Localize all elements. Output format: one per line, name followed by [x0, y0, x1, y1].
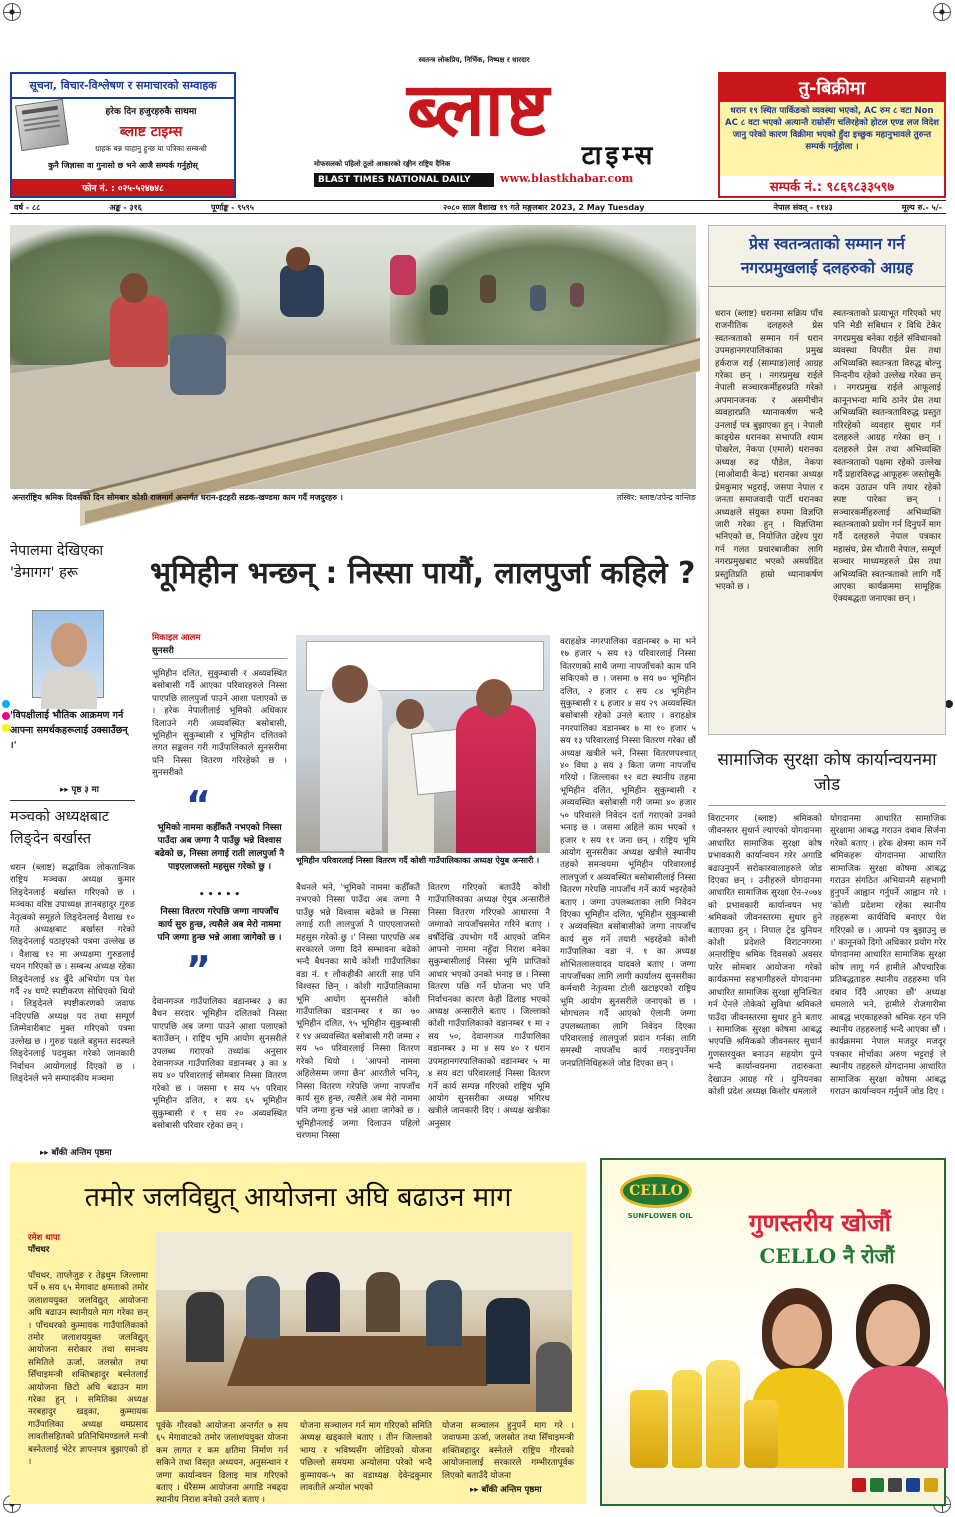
left-ad-line3: कुनै जिज्ञासा वा गुनासो छ भने आजै सम्पर्क गर्नुहोस्: [48, 161, 198, 170]
cello-icons-strip: [852, 1478, 942, 1494]
registration-mark-icon: [3, 3, 21, 21]
pullquote-1: भूमिको नाममा कहीँकतै नभएको निस्सा पाउँदा अब जग्गा नै पाउँछु भन्ने विश्वास बढेको छ, निस्सा लगाई राती लालपुर्जा नै पाइएलाजस्तो महसुस गरेको छु ।: [154, 823, 285, 872]
black-mark-icon: [945, 700, 953, 708]
masthead-title: ब्लाष्ट: [406, 67, 552, 153]
lead-story-headline: भूमिहीन भन्छन् : निस्सा पायौं, लालपुर्जा कहिले ?: [150, 556, 696, 591]
registration-mark-icon: [933, 3, 951, 21]
story2-body: धरान (ब्लाष्ट) सद्भाविक लोकतान्त्रिक राष्ट्रिय मञ्चका अध्यक्ष कुमार लिङ्देनलाई बर्खास्त गरिएको छ । मञ्चका वरिष्ठ उपाध्यक्ष ज्ञानबहादुर गुरुङ नेतृत्वको समूहले लिङ्देनलाई वैशाख १० गते अध्यक्षबाट बर्खास्त गरेको लिङ्देनलाई पठाइएको पत्रमा उल्लेख छ । वैशाख १२ मा अध्यक्षमा गुरुङलाई चयन गरिएको छ । सम्बन्ध अध्यक्ष रहेका लिङ्देनलाई ४४ बुँदे अभियोग पत्र पेश गर्दै २४ घण्टे स्पष्टीकरण सोधिएको थियो । लिङ्देनले स्पष्टीकरणको जवाफ नदिएपछि अध्यक्ष पद तथा सम्पूर्ण जिम्मेवारीबाट मुक्त गरिएको पत्रमा उल्लेख छ । गुरुङ पक्षले बहुमत सदस्यले लिङ्देनलाई पदमुक्त गरेको जानकारी निर्वाचन आयोगलाई दिएको छ । लिङ्देनले भने सम्पादकीय मञ्चमा: [10, 863, 135, 1084]
cello-bottles-image: [630, 1360, 780, 1470]
tamor-photo-meeting: [156, 1232, 572, 1412]
left-ad-line2: ग्राहक बन्न चाहानु हुन्छ या पत्रिका सम्बन्धी: [95, 144, 207, 153]
story2-headline: मञ्चको अध्यक्षबाट लिङ्देन बर्खास्त: [10, 809, 110, 847]
tamor-story-headline: तमोर जलविद्युत् आयोजना अघि बढाउन माग: [84, 1182, 512, 1213]
dateline-bar: [10, 200, 946, 214]
tamor-col3: योजना सञ्चालन गर्न माग गरिएको समिति अध्यक्ष खड्काले बताए । तीन जिल्लाको भाग्य र भविष्यसँग जोडिएको योजना पछिल्लो समयमा अन्योलमा परेको भन्दै कुम्मायक-५ का वडाध्यक्ष देवेन्द्रकुमार लावतीले अन्योल भएको: [300, 1421, 432, 1494]
demagog-headline: नेपालमा देखिएका 'डेमागग' हरू: [10, 543, 104, 581]
dateline-issue: अङ्क - ३१६: [109, 202, 142, 212]
cyan-mark-icon: [2, 700, 10, 708]
social-story-headline: सामाजिक सुरक्षा कोष कार्यान्वयनमा जोड: [717, 750, 937, 795]
tamor-byline-name: रमेश थापा: [28, 1233, 60, 1243]
left-header-ad: [10, 72, 236, 198]
left-divider: [10, 800, 135, 801]
demagog-page-ref: ▸▸ पृष्ठ ३ मा: [60, 785, 99, 795]
social-story-col2: योगदानमा आधारित सामाजिक सुरक्षामा आबद्ध गराउन दबाव सिर्जना गरेको बताए । हरेक क्षेत्रमा काम गर्ने श्रमिकहरू योगदानमा आधारित सामाजिक सुरक्षा कोषमा आबद्ध गराउन संगठित अभियानमै सहभागी हुनुपर्ने आह्वान गर्नुपर्ने आह्वान गरे । 'कोशी प्रदेशमा रहेका स्थानीय तहहरूमा कार्यविधि बनाएर पेश गरिएको छ । आफ्नो पत्र बुझाउनु छ ।' कानूनको दिगो अधिकार प्रयोग गरेर योगदानमा आधारित सामाजिक सुरक्षा कोष लागू गर्न हामीले औपचारिक प्रतिबद्धताहरु स्थानीय तहहरुमा पनि दबाव दिँदै आएका छौं' अध्यक्ष धमलाले भने, हामीले रोजगारीमा आबद्ध भएकाहरुको श्रमिक रहन पनि स्थानीय तहहरुलाई भन्दै आएका छौं । कार्यक्रममा नेपाल मजदुर मजदूर पत्रकार मोर्चाका अरुण भट्टराई ले स्थानीय तहहरुले योगदानमा आधारित सामाजिक सुरक्षा कोषमा आबद्ध गराउन कार्यान्वयन गर्नुपर्ने जोड दिए ।: [830, 814, 946, 1097]
dateline-era: नेपाल संवत् - ११४३: [773, 202, 833, 212]
left-ad-phone: फोन नं. : ०२५-५२४७४८: [12, 179, 234, 196]
lead-col4: वराहक्षेत्र नगरपालिका वडानम्बर ७ मा भने १७ हजार ५ सय १३ परिवारलाई निस्सा वितरणको साथै जग्गा नापजाँचको काम पनि सकिएको छ । जसमा ७ सय ७० भूमिहीन दलित, २ हजार ८ सय ८४ भूमिहीन सुकुम्बासी र ६ हजार ४ सय २९ अव्यवस्थित बसोबासी रहेको उनले बताए । वराहक्षेत्र नगरपालिका वडानम्बर ७ मा १० हजार ५ सय १३ परिवारलाई निस्सा वितरण गरेका छौं अध्यक्ष खत्रीले भने, निस्सा वितरणपश्चात् ४० विघा ३ सय ३ किता जग्गा नापजाँच गरियो । जिल्लाका १२ वटा स्थानीय तहमा भूमिहीन दलित, भूमिहीन सुकुम्बासी र अव्यवस्थित बसोबासी गरी जम्मा ४० हजार ५० परिवारले निवेदन दर्ता गराएको उनको भनाइ छ । जसमा अहिले काम भएको १ हजार १ सय ११ जना छन् । राष्ट्रिय भूमि आयोग सुनसरीका अध्यक्ष खत्रीले स्थानीय तहको समन्वयमा भूमिहीन परिवारलाई लालपुर्जा र अव्यवस्थित बसोबासीलाई निस्सा वितरण गरेपछि नापजाँच गर्ने कार्य भइरहेको बताए । जग्गा उपलब्धताका लागि निवेदन दिएका भूमिहीन दलित, भूमिहीन सुकुम्बासी र अव्यवस्थित बसोबासीको जग्गा नापजाँच कार्य सुरु गर्ने तयारी भइरहेको कोशी गाउँपालिका वडा नं. १ का अध्यक्ष शोभितलालयादव यादवले बताए । जग्गा नापजाँचका लागि लागी कार्यालय सुनसरीका कर्मचारी नेतृत्वमा टोली खटाइएको राष्ट्रिय भूमि आयोग सुनसरीले जनाएको छ । भोगचलन गर्दै आएको ऐलानी जग्गा उपलब्धताका लागि निवेदन दिएका परिवारलाई लालपुर्जा प्रदान गर्नका लागि समस्थी नापजाँच कार्य गराइनुपर्नेमा जनप्रतिनिधिहरूले जोड दिएका छन् ।: [560, 637, 696, 1069]
lead-photo-caption: भूमिहीन परिवारलाई निस्सा वितरण गर्दै कोशी गाउँपालिकाका अध्यक्ष ऐयुब अन्सारी ।: [296, 856, 540, 865]
pullquote-separator: • • • • •: [198, 890, 241, 900]
cello-models-image: [752, 1278, 948, 1468]
press-story-col2: स्वतन्त्रताको प्रत्याभूत गरिएको भए पनि मेडी सबिधान र विधि टेकेर नगरप्रमुख बनेका राईले संविधानको व्यवस्था विपरीत प्रेस तथा अभिव्यक्ति स्वतन्त्रता विरुद्ध बोल्नु निन्दनीय रहेको उल्लेख गरेका छन् । नगरप्रमुख राईले आफूलाई कानूनभन्दा माथि ठानेर प्रेस तथा अभिव्यक्ति स्वतन्त्रताविरुद्ध प्रस्तुत गरिरहेको व्यवहार सुधार गर्न दलहरुले आग्रह गरेका छन् । दलहरुले प्रेस तथा अभिव्यक्ति स्वतन्त्रताको पक्षमा रहेको उल्लेख गर्दै प्रहारविरुद्ध आफूहरू जस्तोसुकै कदम उठाउन पनि तयार रहेको स्पष्ट पारेका छन् । सञ्चारकर्मीहरुलाई अभिव्यक्ति स्वतन्त्रताको प्रयोग गर्न दिनुपर्ने माग गर्दै दलहरुले नेपाल पत्रकार महासंघ, प्रेस चौतारी नेपाल, सम्पूर्ण सञ्चार माध्यमहरुले प्रेस तथा अभिव्यक्ति स्वतन्त्रताको लागि गर्दै आएका कार्यक्रममा सामूहिक ऐक्यबद्धता जनाएका छन् ।: [833, 309, 941, 605]
dateline-full-issue: पूर्णाङ्क - ९५९५: [210, 202, 254, 212]
lead-col3: वितरण गरिएको बताउँदै कोशी गाउँपालिकाका अध्यक्ष ऐयुब अन्सारीले निस्सा वितरण गरिएको आधारमा नै जग्गाको नापजाँचसमेत गरिने बताए । वर्षौंदेखि उपभोग गर्दै आएको जमिन आफ्नो नाममा नहुँदा निराश बनेका सुकुम्बासीलाई निस्सा भूमि प्राप्तिको आधार भएको उनको भनाइ छ । निस्सा वितरण पछि गर्ने योजना भए पनि निर्वाचनका कारण केही ढिलाइ भएको अध्यक्ष अन्सारीले बताए । जिल्लाको कोशी गाउँपालिकाको वडानम्बर १ मा २ सय ५०, देवानगञ्ज गाउँपालिका वडानम्बर ३ मा ४ सय ४० र धरान उपमहानगरपालिकाको वडानम्बर ५ मा ४ सय वटा परिवारलाई निस्सा वितरण गर्ने कार्य सम्पन्न गरिएको राष्ट्रिय भूमि आयोग सुनसरीका अध्यक्ष भगिरथ खत्रीले जानकारी दिए । अध्यक्ष खत्रीका अनुसार: [428, 883, 550, 1129]
masthead-website: www.blastkhabar.com: [500, 172, 634, 185]
press-story-col1: धरान (ब्लाष्ट) धरानमा सक्रिय पाँच राजनीतिक दलहरुले प्रेस स्वतन्त्रताको सम्मान गर्न धरान उपमहानगरपालिकाका प्रमुख हर्कराज राई (साम्पाङ)लाई आग्रह गरेका छन् । नगरप्रमुख राईले नेपाली सञ्चारकर्मीहरुप्रति गरेको अपमानजनक र असमीचीन व्यवहारप्रति ध्यानाकर्षण भन्दै उनलाई पत्र बुझाएका हुन् । नेपाली काङ्ग्रेस धरानका सभापति श्याम पोखरेल, नेकपा (एमाले) धरानका अध्यक्ष रुद्र पौडेल, नेकपा (माओवादी केन्द्र) धरानका अध्यक्ष प्रेमकुमार भट्टराई, जसपा नेपाल र जनता समाजवादी पार्टी धरानका अध्यक्षले संयुक्त रुपमा विज्ञप्ति जारी गरेका हुन् । विज्ञप्तिमा भनिएको छ, नियोजित उद्देश्य पुरा गर्न गलत प्रचारबाजीका लागि नगरप्रमुखबाट भएको अमर्यादित प्रस्तुतिप्रति हाम्रो ध्यानाकर्षण भएको छ ।: [715, 309, 823, 592]
left-ad-line1: हरेक दिन हजुरहरुकै साथमा: [105, 107, 197, 117]
right-ad-title: तु-बिक्रीमा: [720, 74, 944, 102]
press-story-headline: प्रेस स्वतन्त्रताको सम्मान गर्न नगरप्रमुखलाई दलहरुको आग्रह: [709, 226, 945, 287]
demagog-quote: 'विपक्षीलाई भौतिक आक्रमण गर्न आफ्ना समर्थकहरूलाई उक्साउँछन् ।': [10, 710, 128, 751]
left-ad-brand: ब्लाष्ट टाइम्स: [119, 124, 183, 140]
press-story-box: [708, 225, 946, 735]
top-photo-credit: तस्विर: ब्लाष्ट/उपेन्द्र वान्तिङ: [616, 493, 696, 502]
right-ad-contact: सम्पर्क नं.: ९८६९८३३५९७: [720, 176, 944, 196]
lead-byline-place: सुनसरी: [152, 645, 287, 659]
lead-col1-bottom: देवानगञ्ज गाउँपालिका वडानम्बर ३ का वैधन सरदार भूमिहीन दलितको निस्सा पाएपछि अब जग्गा पाउने आशा पलाएको बताउँछन् । राष्ट्रिय भूमि आयोग सुनसरीले उपलब्ध गराएको तथ्यांक अनुसार देवानगञ्ज गाउँपालिका वडानम्बर ३ का ४ सय ४० परिवारलाई सोमबार निस्सा वितरण गरेको छ । जसमा १ सय ५५ परिवार भूमिहीन दलित, १ सय ६५ भूमिहीन सुकुम्बासी र १ सय २० अव्यवस्थित बसोबासी परिवार रहेका छन् ।: [152, 997, 287, 1132]
left-ad-headline: सूचना, विचार-विश्लेषण र समाचारको सम्वाहक: [12, 74, 234, 99]
right-ad-body: धरान १९ स्थित पार्किङको व्यवस्था भएको, AC रुम ८ वटा Non AC ८ वटा भएको अत्यान्तै राम्रोसँग चलिरहेको होटल एण्ड लज विदेश जानु परेको कारण विक्रीमा भएको हुँदा इच्छुक महानुभावले तुरुन्त सम्पर्क गर्नुहोला ।: [725, 106, 939, 152]
story2-cont-text: बाँकी अन्तिम पृष्ठमा: [51, 1148, 112, 1158]
social-story-col1: विराटनगर (ब्लाष्ट) श्रमिकको जीवनस्तर सुधार्न ल्याएको योगदानमा आधारित सामाजिक सुरक्षा कोष प्रभावकारी कार्यान्वयन गरेर अगाडि बढाउनुपर्ने सरोकारवालाहरुले जोड दिएका छन् । उनीहरुले योगदानमा आधारित सामाजिक सुरक्षा ऐन-२०७४ को प्रभावकारी कार्यान्वयन भए श्रमिकको जीवनस्तरमा सुधार हुने बताएका हुन् । निपाल ट्रेड युनियन कोशी प्रदेशले विराटनगरमा अन्तर्राष्ट्रिय श्रमिक दिवसको अवसर पारेर सोमबार आयोजना गरेको कार्यक्रममा सहभागीहरुले योगदानमा आधारित सामाजिक सुरक्षा सुनिश्चित गर्न ऐनले तोकेको सुविधा श्रमिकले पाउँदा जीवनस्तरमा सुधार हुने बताए । सामाजिक सुरक्षा कोषमा आबद्ध भएपछि श्रमिकको जीवनस्तर सुधार्न गुणस्तरयुक्त बनाउन सहयोग पुग्ने भन्दै कार्यान्वयनमा तदारुकता देखाउन आग्रह गरे । युनियनका कोशी प्रदेश अध्यक्ष किशोर धमलाले: [708, 814, 822, 1097]
lead-col2-bottom: बैधनले भने, 'भूमिको नाममा कहीँकतै नभएको निस्सा पाउँदा अब जग्गा नै पाउँछु भन्ने विश्वास बढेको छ निस्सा लगाई राती लालपुर्जा नै पाएएलाजस्तो महसुस गरेको छु ।' निस्सा पाएपछि अब सरकारले जग्गा दिने सम्भावना बढेको भन्दै बैधनका साथै कोशी गाउँपालिका वडा नं. १ लौकहीकी आरती साह पनि विश्वस्त छिन् । कोशी गाउँपालिकामा भूमि आयोग सुनसरीले कोशी गाउँपालिका वडानम्बर १ का ७० भूमिहीन दलित, ९५ भूमिहीन सुकुम्बासी र ९४ अव्यवस्थित बसोबासी गरी जम्मा २ सय ५० परिवारलाई निस्सा वितरण गरेको थियो । 'आफ्नो नाममा अहिलेसम्म जग्गा छैन' आरतीले भनिन्, निस्सा वितरण गरेपछि जग्गा नापजाँच कार्य सुरु हुन्छ, त्यसैले अब मेरो नाममा पनि जग्गा हुन्छ भन्ने आशा जागेको छ । भूमिहीनलाई जग्गा दिलाउन पहिलो चरणमा निस्सा: [296, 883, 420, 1142]
masthead-top-tag: स्वतन्त्र लोकप्रिय, निर्भिक, निष्पक्ष र धारदार: [418, 56, 530, 64]
dateline-date: २०८० साल वैशाख १९ गते मङ्गलबार 2023, 2 May Tuesday: [442, 202, 645, 212]
tamor-story-box: [10, 1162, 586, 1504]
top-photo-caption: अन्तर्राष्ट्रिय श्रमिक दिवसको दिन सोमबार कोशी राजमार्ग अन्तर्गत धरान-इटहरी सडक-खण्डमा काम गर्दै मजदुरहरु ।: [12, 493, 343, 502]
masthead-english-name: BLAST TIMES NATIONAL DAILY: [314, 173, 494, 187]
masthead-sub: टाइम्स: [581, 141, 657, 171]
lead-intro: भूमिहीन दलित, सुकुम्बासी र अव्यवस्थित बसोबासी गर्दै आएका परिवारहरुले निस्सा पाएपछि लालपुर्जा पाउने आशा पलाएको छ । हरेक नेपालीलाई भूमिको अधिकार दिलाउने गरी अव्यवस्थित बसोबासी, भूमिहीन सुकुम्बासी र भूमिहीन दलितको लगत सङ्कलन गरी गाउँपालिकाले सुनसरीमा पनि निस्सा वितरण गरिरहेको छ । सुनसरीको: [152, 669, 287, 779]
cello-slogan2: CELLO नै रोजौं: [759, 1244, 895, 1268]
lead-byline-name: मिकाइल आलम: [152, 633, 201, 643]
demagog-page-ref-text: पृष्ठ ३ मा: [71, 785, 99, 795]
cello-product: SUNFLOWER OIL: [627, 1212, 693, 1220]
pullquote-close-icon: ”: [186, 948, 211, 992]
story2-cont: ▸▸ बाँकी अन्तिम पृष्ठमा: [40, 1148, 112, 1158]
lead-photo-distribution: [296, 635, 550, 853]
tamor-col1: पाँचथर, ताप्लेजुङ र तेह्रथुम जिल्लामा पर्ने ७ सय ६५ मेगावाट क्षमताको तमोर जलाशययुक्त जलविद्युत् आयोजना अघि बढाउन स्थानीयले माग गरेका छन् । पाँचथरको कुम्मायक गाउँपालिकाको तमोर जलाशययुक्त जलविद्युत् आयोजना सरोकार तथा समन्वय समितिले ऊर्जा, जलस्रोत तथा सिँचाइमन्त्री शक्तिबहादुर बस्नेतलाई आयोजना छिटो अघि बढाउन माग गरेका हुन् । समितिका अध्यक्ष नरबहादुर खड्का, कुम्मायक गाउँपालिका अध्यक्ष थमप्रसाद लावतीसहितको प्रतिनिधिमण्डलले मन्त्री बस्नेतलाई भेटेर ज्ञापनपत्र बुझाएको हो ।: [28, 1271, 148, 1468]
pullquote-open-icon: “: [186, 783, 211, 827]
dateline-volume: वर्ष - ८८: [14, 202, 41, 212]
left-ad-newspaper-icon: [15, 99, 69, 151]
tamor-byline-place: पाँचथर: [28, 1245, 50, 1255]
pullquote-2: निस्सा वितरण गरेपछि जग्गा नापजाँच कार्य सुरु हुन्छ, त्यसैले अब मेरो नाममा पनि जग्गा हुन्छ भन्ने आशा जागेको छ ।: [157, 907, 282, 943]
tamor-cont: ▸▸ बाँकी अन्तिम पृष्ठमा: [470, 1485, 542, 1495]
yellow-mark-icon: [2, 724, 10, 732]
social-story-divider: [708, 805, 946, 806]
top-photo-road-workers: [10, 225, 696, 489]
tamor-col4: योजना सञ्चालन हुनुपर्ने माग गरे । जवाफमा ऊर्जा, जलस्रोत तथा सिँचाइमन्त्री शक्तिबहादुर बस्नेतले राष्ट्रिय गौरवको आयोजनालाई सरकारले गम्भीरतापूर्वक लिएको बताउँदै योजना: [442, 1421, 574, 1481]
masthead-tagline: मोफसलको पहिलो ठूलो आकारको रङ्गीन राष्ट्रिय दैनिक: [314, 160, 451, 168]
cello-logo: CELLO: [620, 1174, 692, 1208]
cello-ad: [600, 1158, 946, 1506]
demagog-author-photo: [32, 610, 104, 698]
cello-slogan1: गुणस्तरीय खोजौं: [748, 1209, 892, 1237]
right-header-ad: [718, 72, 946, 198]
tamor-cont-text: बाँकी अन्तिम पृष्ठमा: [481, 1485, 542, 1495]
tamor-col2: पूर्वके गौरवको आयोजना अन्तर्गत ७ सय ६५ मेगावाटको तमोर जलाशययुक्त योजना कम लागत र कम क्षतिमा निर्माण गर्न सकिने तथा विस्तृत अध्ययन, अनुसन्धान र जग्गा कार्यान्वयन ढिलाइ मात्र गरिएको बताए । धेरैसम्म आयोजना अगाडि नबढ्दा स्थानीय निराश बनेको उनले बताए ।: [156, 1421, 288, 1506]
magenta-mark-icon: [2, 712, 10, 720]
dateline-price: मूल्य रु.- ५/-: [901, 202, 942, 212]
masthead: [244, 56, 704, 190]
